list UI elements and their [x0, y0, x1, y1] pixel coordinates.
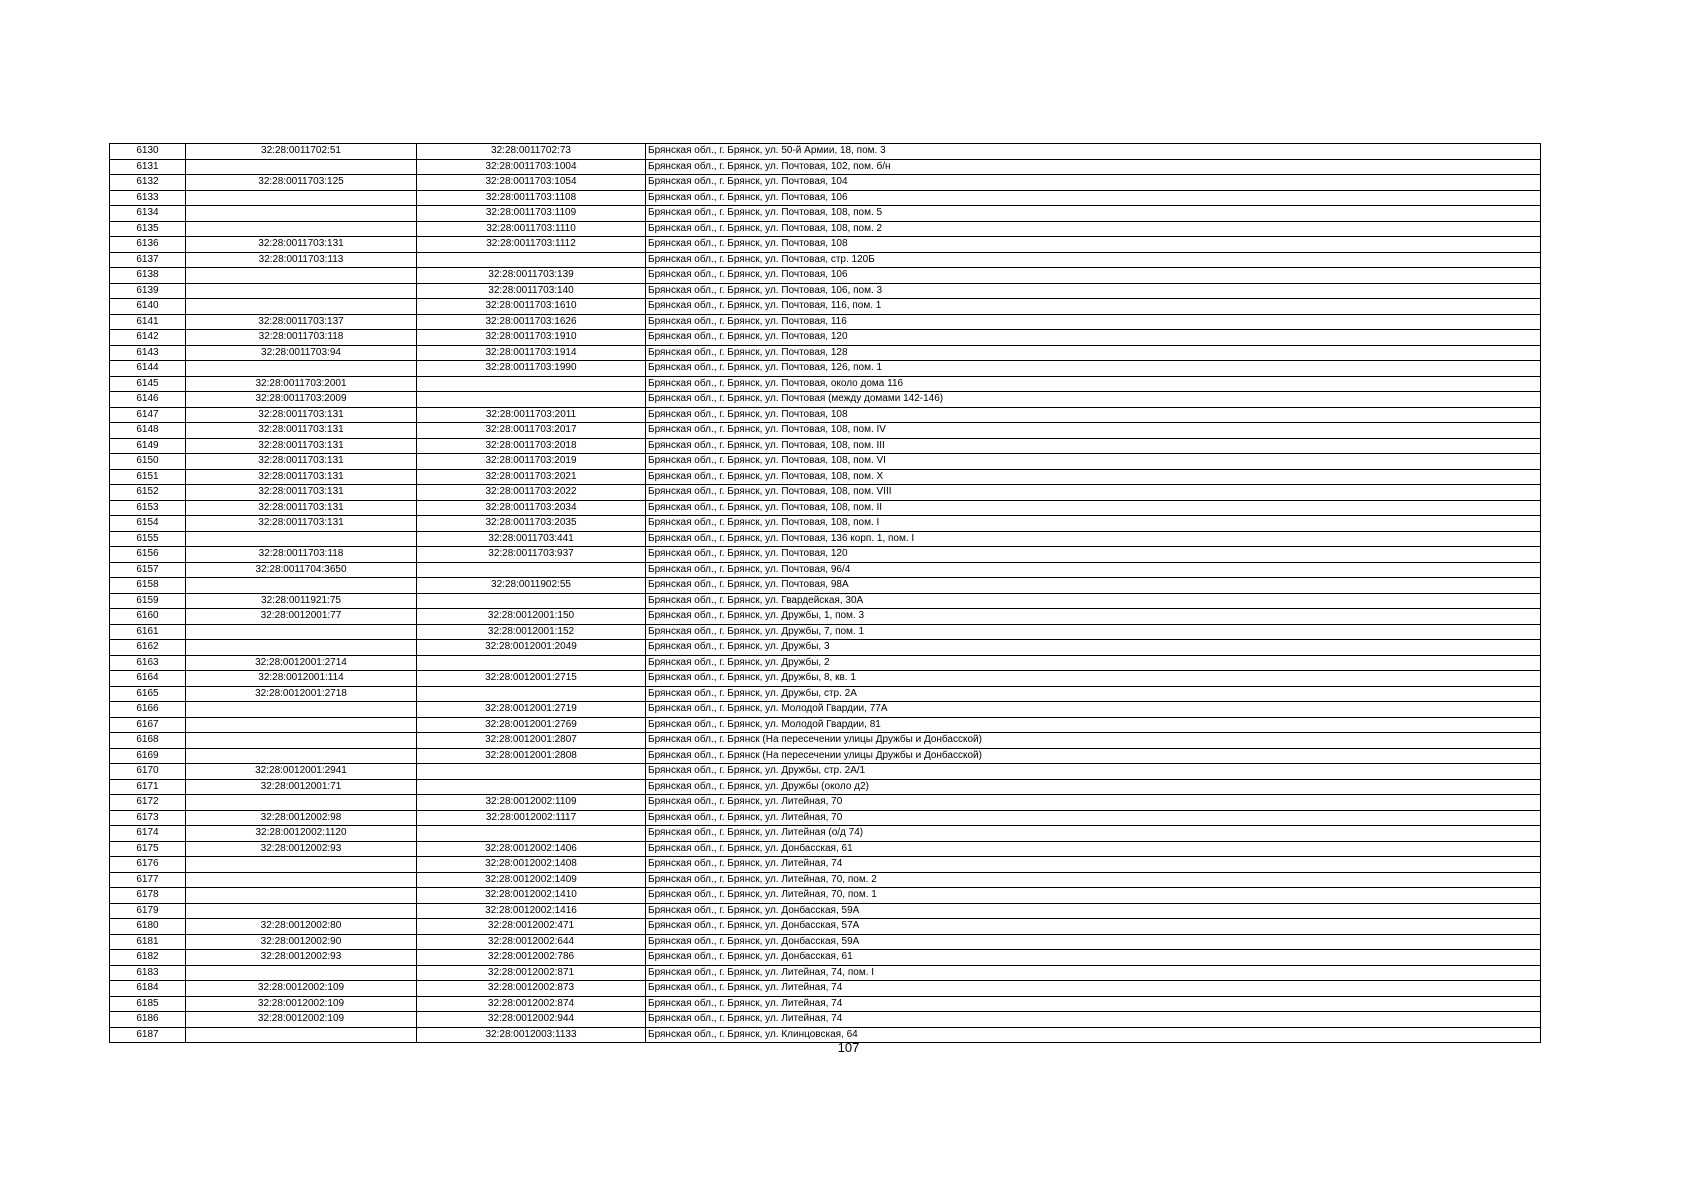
table-row [110, 299, 1541, 315]
address-cell: Брянская обл., г. Брянск, ул. Донбасская, 61 [646, 841, 1541, 857]
object-number-cell: 32:28:0011703:1109 [417, 206, 646, 222]
object-number-cell: 32:28:0011703:2019 [417, 454, 646, 470]
address-cell: Брянская обл., г. Брянск, ул. Почтовая, 120 [646, 330, 1541, 346]
table-row [110, 562, 1541, 578]
row-number-cell: 6150 [110, 454, 186, 470]
row-number-cell: 6162 [110, 640, 186, 656]
row-number-cell: 6167 [110, 717, 186, 733]
parcel-number-cell: 32:28:0011921:75 [186, 593, 417, 609]
parcel-number-cell: 32:28:0011703:131 [186, 469, 417, 485]
row-number-cell: 6177 [110, 872, 186, 888]
table-row [110, 345, 1541, 361]
address-cell: Брянская обл., г. Брянск, ул. Дружбы, стр. 2А/1 [646, 764, 1541, 780]
object-number-cell [417, 392, 646, 408]
object-number-cell: 32:28:0012002:1109 [417, 795, 646, 811]
row-number-cell: 6180 [110, 919, 186, 935]
address-cell: Брянская обл., г. Брянск, ул. Почтовая, 106 [646, 268, 1541, 284]
object-number-cell: 32:28:0011703:1004 [417, 159, 646, 175]
parcel-number-cell: 32:28:0012001:2714 [186, 655, 417, 671]
address-cell: Брянская обл., г. Брянск, ул. Дружбы (около д2) [646, 779, 1541, 795]
object-number-cell [417, 593, 646, 609]
row-number-cell: 6166 [110, 702, 186, 718]
address-cell: Брянская обл., г. Брянск, ул. Дружбы, 2 [646, 655, 1541, 671]
object-number-cell [417, 655, 646, 671]
row-number-cell: 6178 [110, 888, 186, 904]
parcel-number-cell [186, 283, 417, 299]
address-cell: Брянская обл., г. Брянск, ул. Почтовая, 104 [646, 175, 1541, 191]
row-number-cell: 6163 [110, 655, 186, 671]
object-number-cell: 32:28:0011703:1914 [417, 345, 646, 361]
object-number-cell: 32:28:0011703:1910 [417, 330, 646, 346]
table-row [110, 934, 1541, 950]
table-row [110, 516, 1541, 532]
parcel-number-cell: 32:28:0011703:131 [186, 423, 417, 439]
parcel-number-cell [186, 702, 417, 718]
parcel-number-cell [186, 903, 417, 919]
object-number-cell: 32:28:0011703:2034 [417, 500, 646, 516]
object-number-cell [417, 376, 646, 392]
row-number-cell: 6159 [110, 593, 186, 609]
parcel-number-cell: 32:28:0012002:98 [186, 810, 417, 826]
parcel-number-cell: 32:28:0012002:93 [186, 841, 417, 857]
object-number-cell: 32:28:0012002:1117 [417, 810, 646, 826]
table-row [110, 206, 1541, 222]
address-cell: Брянская обл., г. Брянск, ул. Литейная, 70 [646, 810, 1541, 826]
object-number-cell: 32:28:0011703:1054 [417, 175, 646, 191]
row-number-cell: 6170 [110, 764, 186, 780]
row-number-cell: 6151 [110, 469, 186, 485]
parcel-number-cell [186, 190, 417, 206]
object-number-cell: 32:28:0012001:2719 [417, 702, 646, 718]
address-cell: Брянская обл., г. Брянск, ул. 50-й Армии, 18, пом. 3 [646, 144, 1541, 160]
address-cell: Брянская обл., г. Брянск, ул. Дружбы, 8, кв. 1 [646, 671, 1541, 687]
table-row [110, 671, 1541, 687]
object-number-cell: 32:28:0012002:644 [417, 934, 646, 950]
parcel-number-cell [186, 872, 417, 888]
address-cell: Брянская обл., г. Брянск (На пересечении улицы Дружбы и Донбасской) [646, 733, 1541, 749]
table-row [110, 547, 1541, 563]
address-cell: Брянская обл., г. Брянск, ул. Клинцовская, 64 [646, 1027, 1541, 1043]
parcel-number-cell: 32:28:0012002:90 [186, 934, 417, 950]
row-number-cell: 6133 [110, 190, 186, 206]
object-number-cell: 32:28:0011703:1110 [417, 221, 646, 237]
object-number-cell: 32:28:0011703:140 [417, 283, 646, 299]
parcel-number-cell: 32:28:0011703:131 [186, 485, 417, 501]
object-number-cell: 32:28:0011703:1610 [417, 299, 646, 315]
parcel-number-cell [186, 748, 417, 764]
parcel-number-cell: 32:28:0011703:118 [186, 547, 417, 563]
address-cell: Брянская обл., г. Брянск, ул. Литейная, 70, пом. 2 [646, 872, 1541, 888]
address-cell: Брянская обл., г. Брянск, ул. Почтовая, 108, пом. 2 [646, 221, 1541, 237]
parcel-number-cell [186, 717, 417, 733]
table-row [110, 903, 1541, 919]
address-cell: Брянская обл., г. Брянск, ул. Почтовая, 108, пом. III [646, 438, 1541, 454]
object-number-cell: 32:28:0011703:2017 [417, 423, 646, 439]
row-number-cell: 6138 [110, 268, 186, 284]
address-cell: Брянская обл., г. Брянск, ул. Донбасская, 59А [646, 934, 1541, 950]
address-cell: Брянская обл., г. Брянск, ул. Почтовая, 106, пом. 3 [646, 283, 1541, 299]
address-cell: Брянская обл., г. Брянск, ул. Почтовая (между домами 142-146) [646, 392, 1541, 408]
object-number-cell: 32:28:0011703:1626 [417, 314, 646, 330]
row-number-cell: 6146 [110, 392, 186, 408]
object-number-cell: 32:28:0011703:2011 [417, 407, 646, 423]
row-number-cell: 6135 [110, 221, 186, 237]
row-number-cell: 6181 [110, 934, 186, 950]
row-number-cell: 6158 [110, 578, 186, 594]
address-cell: Брянская обл., г. Брянск, ул. Донбасская, 61 [646, 950, 1541, 966]
parcel-number-cell: 32:28:0012002:109 [186, 981, 417, 997]
row-number-cell: 6132 [110, 175, 186, 191]
table-row [110, 640, 1541, 656]
object-number-cell: 32:28:0012002:1409 [417, 872, 646, 888]
object-number-cell: 32:28:0012001:2808 [417, 748, 646, 764]
parcel-number-cell [186, 624, 417, 640]
table-row [110, 392, 1541, 408]
table-row [110, 485, 1541, 501]
row-number-cell: 6134 [110, 206, 186, 222]
table-row [110, 330, 1541, 346]
table-row [110, 702, 1541, 718]
address-cell: Брянская обл., г. Брянск, ул. Литейная, 74 [646, 857, 1541, 873]
address-cell: Брянская обл., г. Брянск, ул. Почтовая, 102, пом. б/н [646, 159, 1541, 175]
address-cell: Брянская обл., г. Брянск, ул. Дружбы, 3 [646, 640, 1541, 656]
table-row [110, 190, 1541, 206]
address-cell: Брянская обл., г. Брянск, ул. Почтовая, 116, пом. 1 [646, 299, 1541, 315]
address-cell: Брянская обл., г. Брянск, ул. Дружбы, 1, пом. 3 [646, 609, 1541, 625]
object-number-cell: 32:28:0012001:2715 [417, 671, 646, 687]
parcel-number-cell [186, 299, 417, 315]
object-number-cell: 32:28:0011703:1990 [417, 361, 646, 377]
object-number-cell [417, 562, 646, 578]
table-row [110, 919, 1541, 935]
page-number: 107 [837, 1040, 860, 1055]
parcel-number-cell [186, 733, 417, 749]
row-number-cell: 6157 [110, 562, 186, 578]
object-number-cell [417, 686, 646, 702]
object-number-cell: 32:28:0011703:2021 [417, 469, 646, 485]
parcel-number-cell: 32:28:0011703:131 [186, 516, 417, 532]
address-cell: Брянская обл., г. Брянск, ул. Литейная, 74 [646, 1012, 1541, 1028]
table-row [110, 857, 1541, 873]
property-table-body [110, 144, 1541, 1043]
row-number-cell: 6143 [110, 345, 186, 361]
address-cell: Брянская обл., г. Брянск, ул. Литейная (о/д 74) [646, 826, 1541, 842]
parcel-number-cell [186, 268, 417, 284]
row-number-cell: 6185 [110, 996, 186, 1012]
object-number-cell: 32:28:0011703:1108 [417, 190, 646, 206]
row-number-cell: 6142 [110, 330, 186, 346]
parcel-number-cell: 32:28:0012001:77 [186, 609, 417, 625]
parcel-number-cell [186, 206, 417, 222]
parcel-number-cell [186, 531, 417, 547]
object-number-cell: 32:28:0012002:1406 [417, 841, 646, 857]
table-row [110, 252, 1541, 268]
address-cell: Брянская обл., г. Брянск, ул. Литейная, 74, пом. I [646, 965, 1541, 981]
address-cell: Брянская обл., г. Брянск, ул. Молодой Гвардии, 81 [646, 717, 1541, 733]
row-number-cell: 6165 [110, 686, 186, 702]
object-number-cell: 32:28:0012002:786 [417, 950, 646, 966]
parcel-number-cell: 32:28:0011704:3650 [186, 562, 417, 578]
row-number-cell: 6149 [110, 438, 186, 454]
table-row [110, 237, 1541, 253]
address-cell: Брянская обл., г. Брянск, ул. Почтовая, 126, пом. 1 [646, 361, 1541, 377]
table-row [110, 469, 1541, 485]
parcel-number-cell: 32:28:0011703:125 [186, 175, 417, 191]
row-number-cell: 6152 [110, 485, 186, 501]
row-number-cell: 6173 [110, 810, 186, 826]
object-number-cell: 32:28:0012002:471 [417, 919, 646, 935]
table-row [110, 593, 1541, 609]
address-cell: Брянская обл., г. Брянск, ул. Почтовая, 108, пом. VI [646, 454, 1541, 470]
object-number-cell: 32:28:0012002:1408 [417, 857, 646, 873]
row-number-cell: 6155 [110, 531, 186, 547]
object-number-cell: 32:28:0011902:55 [417, 578, 646, 594]
address-cell: Брянская обл., г. Брянск, ул. Почтовая, 108 [646, 407, 1541, 423]
table-row [110, 996, 1541, 1012]
table-row [110, 175, 1541, 191]
address-cell: Брянская обл., г. Брянск, ул. Почтовая, 98А [646, 578, 1541, 594]
row-number-cell: 6145 [110, 376, 186, 392]
row-number-cell: 6139 [110, 283, 186, 299]
object-number-cell: 32:28:0011703:139 [417, 268, 646, 284]
parcel-number-cell: 32:28:0012002:1120 [186, 826, 417, 842]
address-cell: Брянская обл., г. Брянск, ул. Почтовая, 116 [646, 314, 1541, 330]
row-number-cell: 6187 [110, 1027, 186, 1043]
parcel-number-cell [186, 578, 417, 594]
row-number-cell: 6148 [110, 423, 186, 439]
row-number-cell: 6169 [110, 748, 186, 764]
object-number-cell [417, 252, 646, 268]
address-cell: Брянская обл., г. Брянск, ул. Почтовая, стр. 120Б [646, 252, 1541, 268]
address-cell: Брянская обл., г. Брянск, ул. Почтовая, 108, пом. IV [646, 423, 1541, 439]
table-row [110, 655, 1541, 671]
address-cell: Брянская обл., г. Брянск, ул. Донбасская, 57А [646, 919, 1541, 935]
table-row [110, 950, 1541, 966]
table-row [110, 686, 1541, 702]
table-row [110, 624, 1541, 640]
parcel-number-cell [186, 795, 417, 811]
object-number-cell: 32:28:0012002:1416 [417, 903, 646, 919]
table-row [110, 500, 1541, 516]
object-number-cell: 32:28:0012002:874 [417, 996, 646, 1012]
address-cell: Брянская обл., г. Брянск, ул. Почтовая, 108, пом. 5 [646, 206, 1541, 222]
address-cell: Брянская обл., г. Брянск, ул. Почтовая, 108 [646, 237, 1541, 253]
table-row [110, 609, 1541, 625]
address-cell: Брянская обл., г. Брянск, ул. Молодой Гвардии, 77А [646, 702, 1541, 718]
table-row [110, 1012, 1541, 1028]
table-row [110, 268, 1541, 284]
parcel-number-cell: 32:28:0011703:131 [186, 407, 417, 423]
parcel-number-cell [186, 640, 417, 656]
parcel-number-cell: 32:28:0011703:131 [186, 237, 417, 253]
address-cell: Брянская обл., г. Брянск, ул. Донбасская, 59А [646, 903, 1541, 919]
parcel-number-cell [186, 159, 417, 175]
row-number-cell: 6153 [110, 500, 186, 516]
row-number-cell: 6175 [110, 841, 186, 857]
table-row [110, 733, 1541, 749]
row-number-cell: 6136 [110, 237, 186, 253]
parcel-number-cell [186, 857, 417, 873]
parcel-number-cell: 32:28:0012002:80 [186, 919, 417, 935]
table-row [110, 314, 1541, 330]
object-number-cell: 32:28:0012003:1133 [417, 1027, 646, 1043]
object-number-cell: 32:28:0012001:2807 [417, 733, 646, 749]
object-number-cell: 32:28:0011703:2018 [417, 438, 646, 454]
row-number-cell: 6156 [110, 547, 186, 563]
table-row [110, 764, 1541, 780]
table-row [110, 454, 1541, 470]
table-row [110, 888, 1541, 904]
parcel-number-cell [186, 361, 417, 377]
address-cell: Брянская обл., г. Брянск, ул. Почтовая, 108, пом. VIII [646, 485, 1541, 501]
address-cell: Брянская обл., г. Брянск, ул. Литейная, 74 [646, 996, 1541, 1012]
address-cell: Брянская обл., г. Брянск, ул. Почтовая, 96/4 [646, 562, 1541, 578]
table-row [110, 717, 1541, 733]
parcel-number-cell: 32:28:0012002:109 [186, 996, 417, 1012]
parcel-number-cell: 32:28:0012001:2718 [186, 686, 417, 702]
row-number-cell: 6154 [110, 516, 186, 532]
parcel-number-cell: 32:28:0012001:71 [186, 779, 417, 795]
row-number-cell: 6140 [110, 299, 186, 315]
object-number-cell: 32:28:0012002:1410 [417, 888, 646, 904]
row-number-cell: 6174 [110, 826, 186, 842]
object-number-cell: 32:28:0011703:2035 [417, 516, 646, 532]
object-number-cell [417, 826, 646, 842]
object-number-cell: 32:28:0012001:2049 [417, 640, 646, 656]
address-cell: Брянская обл., г. Брянск, ул. Почтовая, 108, пом. X [646, 469, 1541, 485]
address-cell: Брянская обл., г. Брянск, ул. Литейная, 74 [646, 981, 1541, 997]
row-number-cell: 6172 [110, 795, 186, 811]
parcel-number-cell: 32:28:0011703:131 [186, 500, 417, 516]
parcel-number-cell: 32:28:0011703:118 [186, 330, 417, 346]
table-row [110, 407, 1541, 423]
table-row [110, 221, 1541, 237]
row-number-cell: 6168 [110, 733, 186, 749]
object-number-cell: 32:28:0012002:871 [417, 965, 646, 981]
table-row [110, 144, 1541, 160]
table-row [110, 361, 1541, 377]
table-row [110, 283, 1541, 299]
row-number-cell: 6176 [110, 857, 186, 873]
table-row [110, 795, 1541, 811]
address-cell: Брянская обл., г. Брянск, ул. Почтовая, 106 [646, 190, 1541, 206]
object-number-cell: 32:28:0011703:937 [417, 547, 646, 563]
parcel-number-cell: 32:28:0012001:114 [186, 671, 417, 687]
parcel-number-cell: 32:28:0011703:2001 [186, 376, 417, 392]
parcel-number-cell: 32:28:0012002:109 [186, 1012, 417, 1028]
row-number-cell: 6184 [110, 981, 186, 997]
row-number-cell: 6179 [110, 903, 186, 919]
row-number-cell: 6186 [110, 1012, 186, 1028]
property-table [109, 143, 1541, 1043]
address-cell: Брянская обл., г. Брянск, ул. Почтовая, 136 корп. 1, пом. I [646, 531, 1541, 547]
address-cell: Брянская обл., г. Брянск, ул. Литейная, 70 [646, 795, 1541, 811]
row-number-cell: 6130 [110, 144, 186, 160]
address-cell: Брянская обл., г. Брянск, ул. Почтовая, 108, пом. II [646, 500, 1541, 516]
parcel-number-cell: 32:28:0012001:2941 [186, 764, 417, 780]
object-number-cell [417, 779, 646, 795]
address-cell: Брянская обл., г. Брянск, ул. Почтовая, 108, пом. I [646, 516, 1541, 532]
parcel-number-cell: 32:28:0011703:94 [186, 345, 417, 361]
object-number-cell: 32:28:0012001:2769 [417, 717, 646, 733]
table-row [110, 748, 1541, 764]
object-number-cell: 32:28:0011702:73 [417, 144, 646, 160]
address-cell: Брянская обл., г. Брянск, ул. Дружбы, 7, пом. 1 [646, 624, 1541, 640]
address-cell: Брянская обл., г. Брянск, ул. Почтовая, 120 [646, 547, 1541, 563]
table-row [110, 159, 1541, 175]
object-number-cell: 32:28:0012002:944 [417, 1012, 646, 1028]
table-row [110, 531, 1541, 547]
address-cell: Брянская обл., г. Брянск, ул. Гвардейская, 30А [646, 593, 1541, 609]
parcel-number-cell: 32:28:0011702:51 [186, 144, 417, 160]
object-number-cell [417, 764, 646, 780]
table-row [110, 779, 1541, 795]
row-number-cell: 6144 [110, 361, 186, 377]
row-number-cell: 6161 [110, 624, 186, 640]
address-cell: Брянская обл., г. Брянск, ул. Почтовая, 128 [646, 345, 1541, 361]
object-number-cell: 32:28:0011703:2022 [417, 485, 646, 501]
table-row [110, 981, 1541, 997]
address-cell: Брянская обл., г. Брянск (На пересечении улицы Дружбы и Донбасской) [646, 748, 1541, 764]
table-row [110, 810, 1541, 826]
table-row [110, 423, 1541, 439]
parcel-number-cell: 32:28:0011703:113 [186, 252, 417, 268]
table-row [110, 578, 1541, 594]
parcel-number-cell [186, 221, 417, 237]
parcel-number-cell: 32:28:0011703:2009 [186, 392, 417, 408]
object-number-cell: 32:28:0012001:150 [417, 609, 646, 625]
address-cell: Брянская обл., г. Брянск, ул. Литейная, 70, пом. 1 [646, 888, 1541, 904]
table-row [110, 826, 1541, 842]
table-row [110, 965, 1541, 981]
table-row [110, 376, 1541, 392]
row-number-cell: 6141 [110, 314, 186, 330]
row-number-cell: 6164 [110, 671, 186, 687]
parcel-number-cell [186, 965, 417, 981]
row-number-cell: 6160 [110, 609, 186, 625]
address-cell: Брянская обл., г. Брянск, ул. Дружбы, стр. 2А [646, 686, 1541, 702]
object-number-cell: 32:28:0011703:441 [417, 531, 646, 547]
row-number-cell: 6171 [110, 779, 186, 795]
object-number-cell: 32:28:0012002:873 [417, 981, 646, 997]
row-number-cell: 6182 [110, 950, 186, 966]
table-row [110, 841, 1541, 857]
parcel-number-cell: 32:28:0011703:137 [186, 314, 417, 330]
parcel-number-cell: 32:28:0012002:93 [186, 950, 417, 966]
object-number-cell: 32:28:0012001:152 [417, 624, 646, 640]
parcel-number-cell: 32:28:0011703:131 [186, 438, 417, 454]
address-cell: Брянская обл., г. Брянск, ул. Почтовая, около дома 116 [646, 376, 1541, 392]
parcel-number-cell: 32:28:0011703:131 [186, 454, 417, 470]
parcel-number-cell [186, 888, 417, 904]
row-number-cell: 6147 [110, 407, 186, 423]
row-number-cell: 6131 [110, 159, 186, 175]
table-row [110, 872, 1541, 888]
row-number-cell: 6137 [110, 252, 186, 268]
object-number-cell: 32:28:0011703:1112 [417, 237, 646, 253]
row-number-cell: 6183 [110, 965, 186, 981]
table-row [110, 438, 1541, 454]
